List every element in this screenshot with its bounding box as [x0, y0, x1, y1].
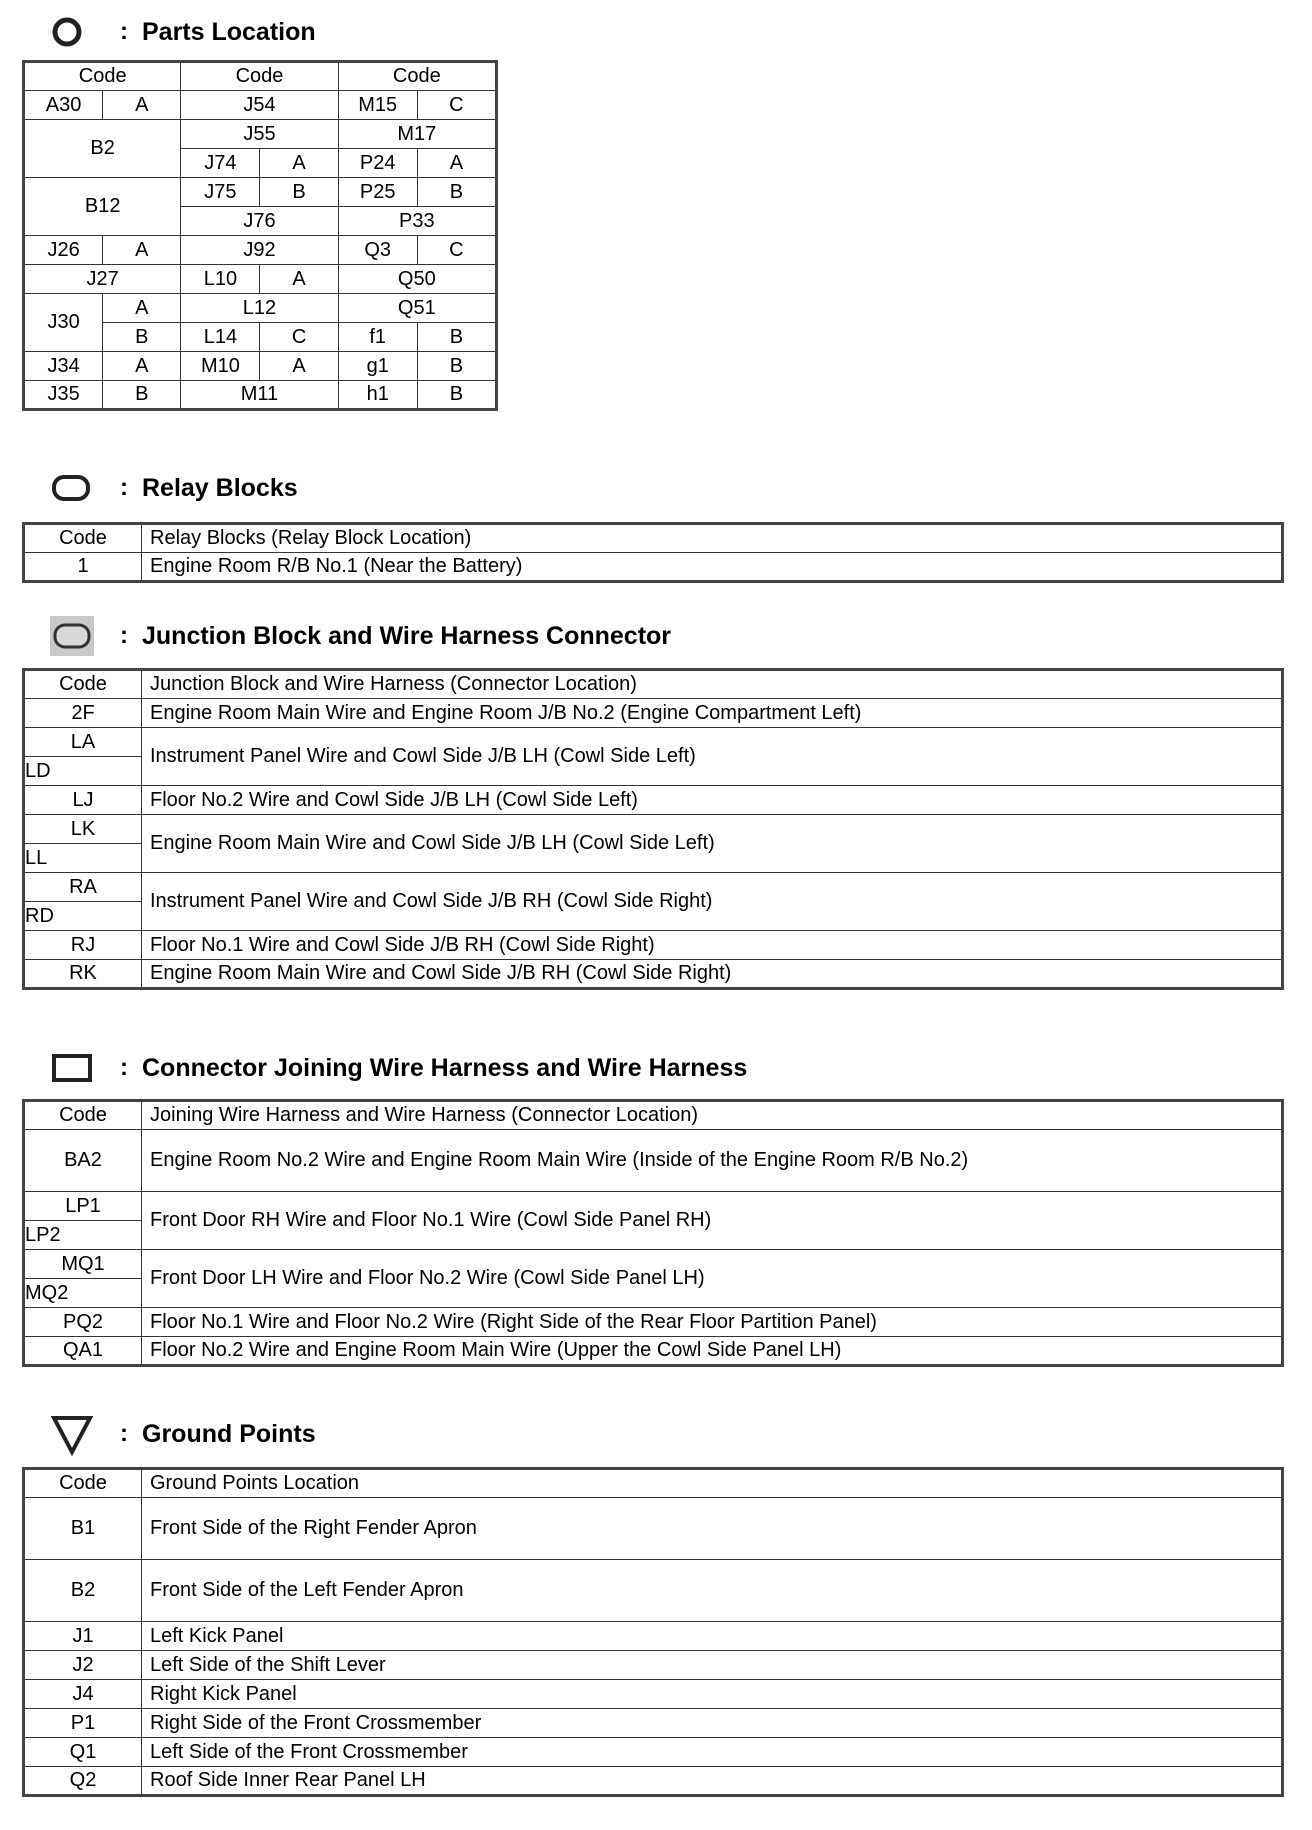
location-header: Ground Points Location	[142, 1469, 1283, 1498]
location-cell: Left Side of the Shift Lever	[142, 1651, 1283, 1680]
code-header: Code	[24, 1101, 142, 1130]
ground-points-table	[22, 1467, 1284, 1797]
part-code: J26	[24, 236, 103, 265]
table-row	[24, 1308, 1283, 1337]
code-cell: B1	[24, 1498, 142, 1560]
colon: :	[120, 1054, 128, 1081]
part-suffix: A	[260, 149, 338, 178]
connector-joining-table	[22, 1099, 1284, 1367]
location-cell: Front Door RH Wire and Floor No.1 Wire (Cowl Side Panel RH)	[142, 1192, 1283, 1250]
location-cell: Engine Room No.2 Wire and Engine Room Main Wire (Inside of the Engine Room R/B No.2)	[142, 1130, 1283, 1192]
code-cell: J4	[24, 1680, 142, 1709]
part-code: g1	[338, 352, 417, 381]
connector-joining-header	[50, 1048, 747, 1088]
part-suffix: A	[103, 91, 181, 120]
part-code: Q51	[338, 294, 496, 323]
table-row	[24, 699, 1283, 728]
code-cell: RA	[24, 873, 142, 902]
part-suffix: B	[260, 178, 338, 207]
location-cell: Left Side of the Front Crossmember	[142, 1738, 1283, 1767]
code-header: Code	[24, 524, 142, 553]
part-code: J54	[181, 91, 338, 120]
location-cell: Engine Room Main Wire and Cowl Side J/B LH (Cowl Side Left)	[142, 815, 1283, 873]
part-suffix: C	[417, 91, 496, 120]
part-code: L14	[181, 323, 260, 352]
code-cell: LJ	[24, 786, 142, 815]
colon: :	[120, 18, 128, 45]
part-suffix: B	[417, 352, 496, 381]
code-cell: PQ2	[24, 1308, 142, 1337]
part-code: Q50	[338, 265, 496, 294]
part-suffix: A	[417, 149, 496, 178]
code-cell: RK	[24, 960, 142, 989]
part-code: h1	[338, 381, 417, 410]
part-code: f1	[338, 323, 417, 352]
part-code: P24	[338, 149, 417, 178]
part-code: J30	[24, 294, 103, 352]
code-cell: LP1	[24, 1192, 142, 1221]
location-cell: Right Side of the Front Crossmember	[142, 1709, 1283, 1738]
table-row	[24, 1680, 1283, 1709]
location-header: Relay Blocks (Relay Block Location)	[142, 524, 1283, 553]
location-cell: Front Side of the Left Fender Apron	[142, 1560, 1283, 1622]
part-code: J74	[181, 149, 260, 178]
location-header: Junction Block and Wire Harness (Connector Location)	[142, 670, 1283, 699]
part-code: J27	[24, 265, 181, 294]
code-cell: J2	[24, 1651, 142, 1680]
part-suffix: B	[103, 323, 181, 352]
location-header: Joining Wire Harness and Wire Harness (Connector Location)	[142, 1101, 1283, 1130]
table-row	[24, 786, 1283, 815]
part-code: J75	[181, 178, 260, 207]
table-row	[24, 1130, 1283, 1192]
part-code: B2	[24, 120, 181, 178]
part-suffix: B	[103, 381, 181, 410]
section-title: Relay Blocks	[142, 473, 298, 502]
colon: :	[120, 622, 128, 649]
part-code: J34	[24, 352, 103, 381]
part-suffix: C	[260, 323, 338, 352]
relay-blocks-table	[22, 522, 1284, 583]
code-header: Code	[338, 62, 496, 91]
table-row	[24, 1101, 1283, 1130]
code-cell: RJ	[24, 931, 142, 960]
part-suffix: B	[417, 381, 496, 410]
table-row	[24, 873, 1283, 902]
part-code: M10	[181, 352, 260, 381]
table-row	[24, 553, 1283, 582]
colon: :	[120, 474, 128, 501]
table-row	[24, 524, 1283, 553]
part-suffix: A	[103, 236, 181, 265]
table-row	[24, 1192, 1283, 1221]
square-icon	[50, 1048, 102, 1088]
code-cell: B2	[24, 1560, 142, 1622]
parts-location-header	[50, 12, 316, 52]
code-cell: LD	[24, 757, 142, 786]
section-title: Junction Block and Wire Harness Connector	[142, 621, 672, 650]
junction-block-table	[22, 668, 1284, 990]
table-row	[24, 728, 1283, 757]
part-suffix: B	[417, 178, 496, 207]
table-row	[24, 1622, 1283, 1651]
location-cell: Front Door LH Wire and Floor No.2 Wire (Cowl Side Panel LH)	[142, 1250, 1283, 1308]
part-code: J55	[181, 120, 338, 149]
code-cell: P1	[24, 1709, 142, 1738]
code-cell: RD	[24, 902, 142, 931]
code-cell: MQ1	[24, 1250, 142, 1279]
location-cell: Right Kick Panel	[142, 1680, 1283, 1709]
location-cell: Floor No.2 Wire and Cowl Side J/B LH (Cowl Side Left)	[142, 786, 1283, 815]
location-cell: Floor No.2 Wire and Engine Room Main Wire (Upper the Cowl Side Panel LH)	[142, 1337, 1283, 1366]
location-cell: Front Side of the Right Fender Apron	[142, 1498, 1283, 1560]
part-code: J92	[181, 236, 338, 265]
part-code: B12	[24, 178, 181, 236]
table-row	[24, 1498, 1283, 1560]
part-suffix: A	[103, 352, 181, 381]
rounded-rect-icon	[50, 468, 102, 508]
code-cell: Q2	[24, 1767, 142, 1796]
ground-points-header	[50, 1414, 316, 1454]
shaded-rounded-rect-icon	[50, 616, 102, 656]
table-row	[24, 960, 1283, 989]
location-cell: Left Kick Panel	[142, 1622, 1283, 1651]
code-cell: Q1	[24, 1738, 142, 1767]
location-cell: Engine Room R/B No.1 (Near the Battery)	[142, 553, 1283, 582]
part-code: J76	[181, 207, 338, 236]
part-suffix: B	[417, 323, 496, 352]
part-code: J35	[24, 381, 103, 410]
section-title: Parts Location	[142, 17, 316, 46]
part-code: P33	[338, 207, 496, 236]
table-row	[24, 1560, 1283, 1622]
code-cell: LL	[24, 844, 142, 873]
location-cell: Instrument Panel Wire and Cowl Side J/B LH (Cowl Side Left)	[142, 728, 1283, 786]
table-row	[24, 1651, 1283, 1680]
relay-blocks-header	[50, 468, 298, 508]
junction-block-header	[50, 616, 671, 656]
table-row	[24, 1469, 1283, 1498]
table-row	[24, 1738, 1283, 1767]
part-code: M15	[338, 91, 417, 120]
location-cell: Instrument Panel Wire and Cowl Side J/B RH (Cowl Side Right)	[142, 873, 1283, 931]
table-row	[24, 670, 1283, 699]
code-cell: BA2	[24, 1130, 142, 1192]
table-row	[24, 1767, 1283, 1796]
location-cell: Roof Side Inner Rear Panel LH	[142, 1767, 1283, 1796]
table-row	[24, 931, 1283, 960]
part-code: P25	[338, 178, 417, 207]
part-code: Q3	[338, 236, 417, 265]
code-header: Code	[24, 1469, 142, 1498]
table-row	[24, 815, 1283, 844]
code-cell: J1	[24, 1622, 142, 1651]
location-cell: Floor No.1 Wire and Floor No.2 Wire (Right Side of the Rear Floor Partition Panel)	[142, 1308, 1283, 1337]
colon: :	[120, 1420, 128, 1447]
code-cell: 2F	[24, 699, 142, 728]
part-code: M17	[338, 120, 496, 149]
code-header: Code	[24, 670, 142, 699]
code-cell: LA	[24, 728, 142, 757]
table-row	[24, 1709, 1283, 1738]
part-code: M11	[181, 381, 338, 410]
code-cell: LK	[24, 815, 142, 844]
code-header: Code	[181, 62, 338, 91]
part-suffix: A	[260, 352, 338, 381]
parts-location-table	[22, 60, 498, 411]
part-suffix: A	[260, 265, 338, 294]
code-header: Code	[24, 62, 181, 91]
section-title: Connector Joining Wire Harness and Wire Harness	[142, 1053, 748, 1082]
part-code: L10	[181, 265, 260, 294]
part-suffix: A	[103, 294, 181, 323]
part-code: A30	[24, 91, 103, 120]
code-cell: LP2	[24, 1221, 142, 1250]
triangle-down-icon	[50, 1414, 102, 1454]
code-cell: MQ2	[24, 1279, 142, 1308]
code-cell: 1	[24, 553, 142, 582]
code-cell: QA1	[24, 1337, 142, 1366]
part-code: L12	[181, 294, 338, 323]
section-title: Ground Points	[142, 1419, 316, 1448]
part-suffix: C	[417, 236, 496, 265]
table-row	[24, 1250, 1283, 1279]
location-cell: Floor No.1 Wire and Cowl Side J/B RH (Cowl Side Right)	[142, 931, 1283, 960]
location-cell: Engine Room Main Wire and Engine Room J/B No.2 (Engine Compartment Left)	[142, 699, 1283, 728]
table-row	[24, 1337, 1283, 1366]
location-cell: Engine Room Main Wire and Cowl Side J/B RH (Cowl Side Right)	[142, 960, 1283, 989]
circle-icon	[50, 12, 102, 52]
